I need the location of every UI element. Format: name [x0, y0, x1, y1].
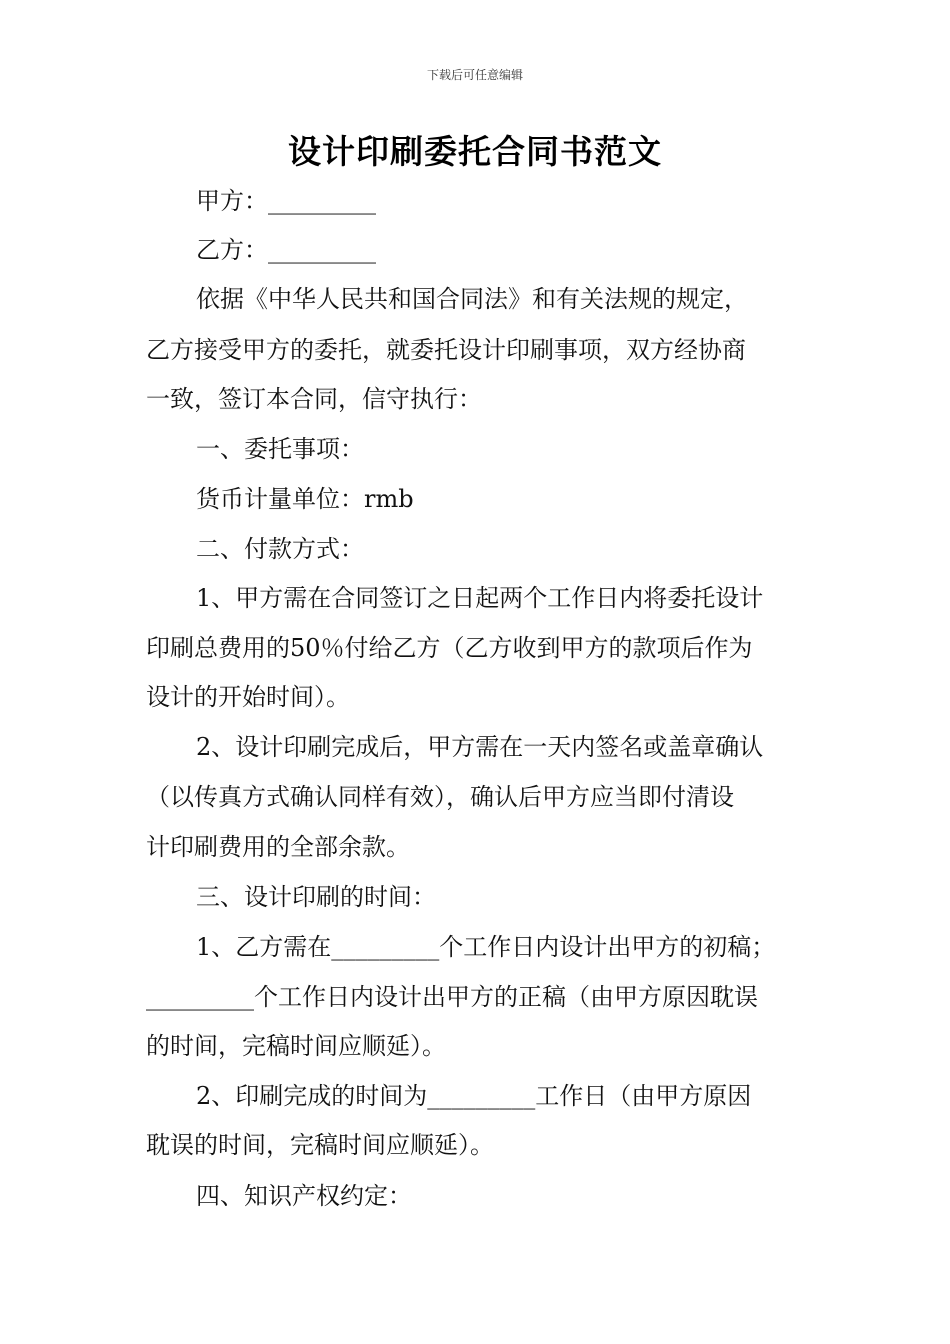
document-title: 设计印刷委托合同书范文 [288, 132, 662, 171]
section-heading: 一、委托事项： [196, 435, 364, 463]
paragraph-line: 耽误的时间，完稿时间应顺延）。 [146, 1131, 494, 1159]
paragraph-line: _________个工作日内设计出甲方的正稿（由甲方原因耽误 [146, 983, 758, 1011]
party-a-line: 甲方：_________ [196, 187, 376, 215]
paragraph-line: 的时间，完稿时间应顺延）。 [146, 1032, 446, 1060]
paragraph-line: （以传真方式确认同样有效），确认后甲方应当即付清设 [146, 783, 734, 811]
paragraph-line: 乙方接受甲方的委托，就委托设计印刷事项，双方经协商 [146, 336, 746, 364]
section-heading: 四、知识产权约定： [196, 1182, 412, 1210]
header-note: 下载后可任意编辑 [426, 68, 523, 82]
party-b-line: 乙方：_________ [196, 236, 376, 264]
paragraph-line: 货币计量单位：rmb [196, 485, 414, 513]
section-heading: 三、设计印刷的时间： [196, 883, 436, 911]
paragraph-line: 1、乙方需在_________个工作日内设计出甲方的初稿； [196, 933, 776, 961]
paragraph-line: 一致，签订本合同，信守执行： [146, 385, 482, 413]
paragraph-line: 设计的开始时间）。 [146, 683, 350, 711]
paragraph-line: 计印刷费用的全部余款。 [146, 833, 410, 861]
paragraph-line: 2、印刷完成的时间为_________工作日（由甲方原因 [196, 1082, 752, 1110]
paragraph-line: 2、设计印刷完成后，甲方需在一天内签名或盖章确认 [196, 733, 764, 761]
paragraph-line: 依据《中华人民共和国合同法》和有关法规的规定， [196, 285, 748, 313]
section-heading: 二、付款方式： [196, 535, 364, 563]
paragraph-line: 1、甲方需在合同签订之日起两个工作日内将委托设计 [196, 584, 764, 612]
paragraph-line: 印刷总费用的50％付给乙方（乙方收到甲方的款项后作为 [146, 634, 753, 662]
